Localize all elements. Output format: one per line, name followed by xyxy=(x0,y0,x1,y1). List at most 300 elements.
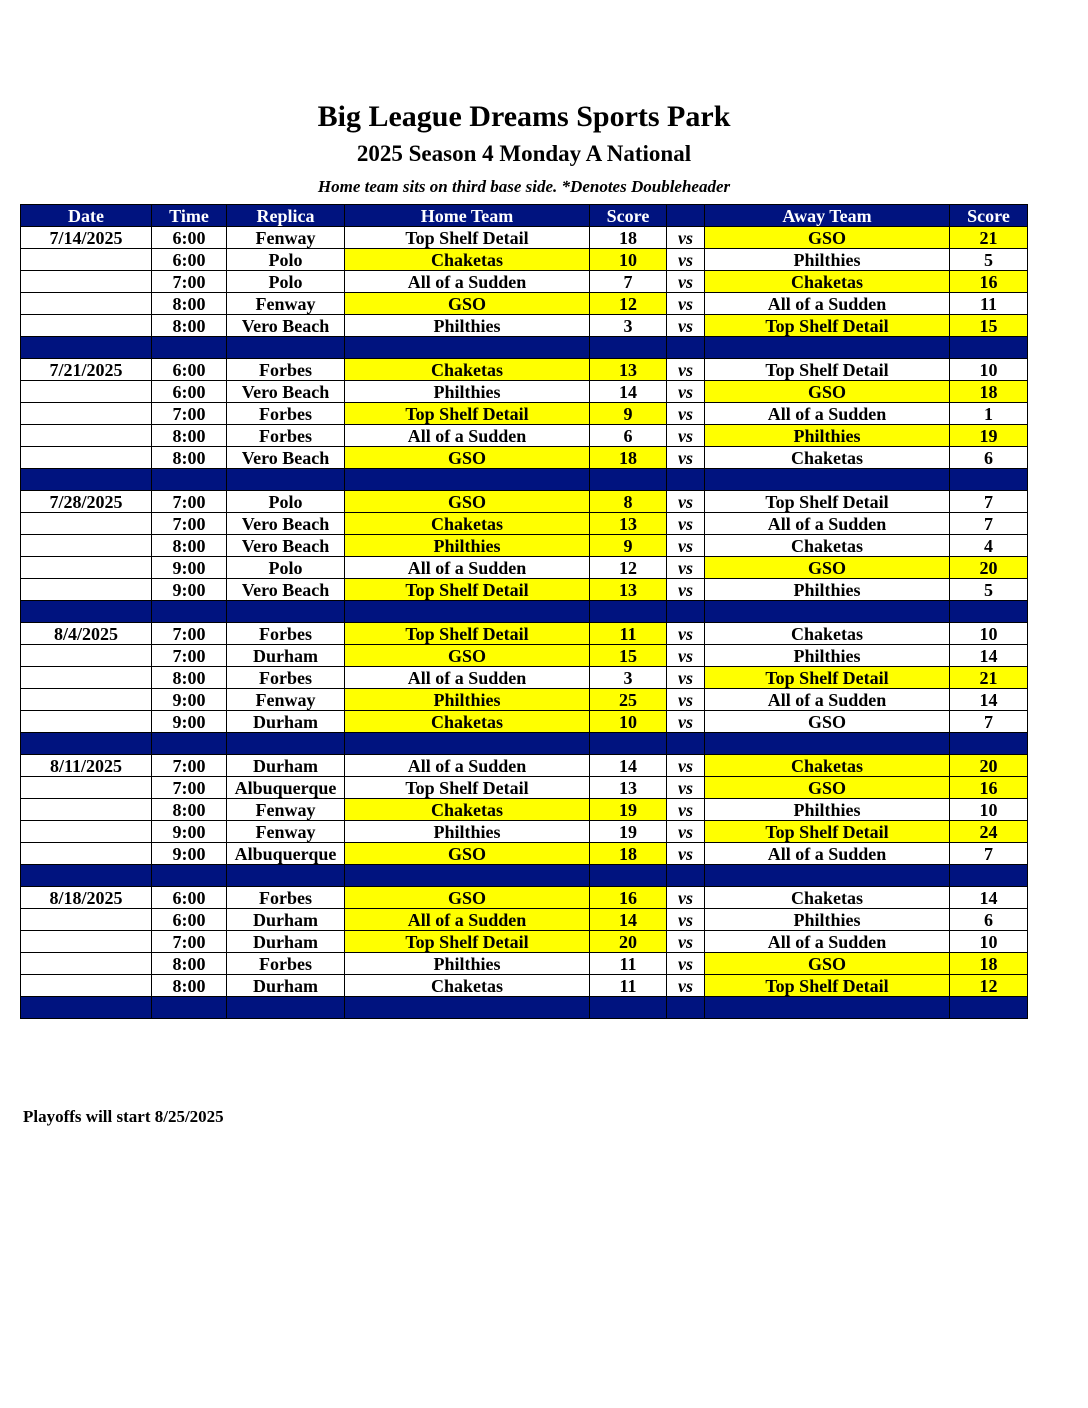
game-time: 6:00 xyxy=(152,249,227,271)
home-team: Philthies xyxy=(345,315,590,337)
game-time: 8:00 xyxy=(152,425,227,447)
separator-cell xyxy=(590,865,667,887)
vs-label: vs xyxy=(667,535,705,557)
game-date xyxy=(21,711,152,733)
separator-cell xyxy=(152,733,227,755)
game-row xyxy=(21,249,1028,271)
header-row xyxy=(21,205,1028,227)
game-date xyxy=(21,843,152,865)
game-time: 8:00 xyxy=(152,953,227,975)
separator-cell xyxy=(590,469,667,491)
away-score: 15 xyxy=(950,315,1028,337)
separator-cell xyxy=(705,601,950,623)
home-score: 7 xyxy=(590,271,667,293)
away-score: 14 xyxy=(950,645,1028,667)
game-date xyxy=(21,447,152,469)
away-score: 21 xyxy=(950,227,1028,249)
col-header-replica: Replica xyxy=(227,205,345,227)
week-separator-row xyxy=(21,733,1028,755)
home-score: 14 xyxy=(590,909,667,931)
separator-cell xyxy=(345,733,590,755)
game-time: 7:00 xyxy=(152,491,227,513)
game-date xyxy=(21,953,152,975)
game-date xyxy=(21,909,152,931)
game-time: 7:00 xyxy=(152,271,227,293)
home-team: Chaketas xyxy=(345,799,590,821)
away-team: GSO xyxy=(705,557,950,579)
game-row xyxy=(21,931,1028,953)
game-date xyxy=(21,315,152,337)
game-date xyxy=(21,645,152,667)
home-score: 15 xyxy=(590,645,667,667)
vs-label: vs xyxy=(667,909,705,931)
game-time: 9:00 xyxy=(152,711,227,733)
col-header-date: Date xyxy=(21,205,152,227)
home-score: 13 xyxy=(590,359,667,381)
game-time: 7:00 xyxy=(152,623,227,645)
away-team: Top Shelf Detail xyxy=(705,491,950,513)
col-header-away-score: Score xyxy=(950,205,1028,227)
home-team: GSO xyxy=(345,293,590,315)
game-replica: Fenway xyxy=(227,293,345,315)
game-replica: Polo xyxy=(227,491,345,513)
game-time: 6:00 xyxy=(152,381,227,403)
game-row xyxy=(21,975,1028,997)
home-team: Philthies xyxy=(345,535,590,557)
game-time: 6:00 xyxy=(152,359,227,381)
game-replica: Durham xyxy=(227,909,345,931)
separator-cell xyxy=(667,865,705,887)
doubleheader-note: Home team sits on third base side. *Denotes Doubleheader xyxy=(317,177,731,196)
game-row xyxy=(21,755,1028,777)
away-team: All of a Sudden xyxy=(705,293,950,315)
game-replica: Polo xyxy=(227,557,345,579)
page-title: Big League Dreams Sports Park xyxy=(317,100,731,133)
away-score: 11 xyxy=(950,293,1028,315)
separator-cell xyxy=(345,601,590,623)
away-team: GSO xyxy=(705,381,950,403)
game-date xyxy=(21,667,152,689)
away-score: 16 xyxy=(950,271,1028,293)
away-team: Philthies xyxy=(705,799,950,821)
home-score: 10 xyxy=(590,249,667,271)
away-team: Top Shelf Detail xyxy=(705,821,950,843)
game-date xyxy=(21,579,152,601)
away-team: GSO xyxy=(705,777,950,799)
game-row xyxy=(21,821,1028,843)
home-score: 11 xyxy=(590,623,667,645)
away-score: 12 xyxy=(950,975,1028,997)
away-team: All of a Sudden xyxy=(705,403,950,425)
week-separator-row xyxy=(21,337,1028,359)
separator-cell xyxy=(227,337,345,359)
game-row xyxy=(21,711,1028,733)
vs-label: vs xyxy=(667,227,705,249)
separator-cell xyxy=(705,733,950,755)
vs-label: vs xyxy=(667,359,705,381)
home-team: All of a Sudden xyxy=(345,909,590,931)
vs-label: vs xyxy=(667,403,705,425)
away-team: All of a Sudden xyxy=(705,513,950,535)
separator-cell xyxy=(345,865,590,887)
game-time: 7:00 xyxy=(152,931,227,953)
separator-cell xyxy=(705,337,950,359)
game-date: 8/4/2025 xyxy=(21,623,152,645)
separator-cell xyxy=(345,469,590,491)
game-date xyxy=(21,931,152,953)
game-replica: Vero Beach xyxy=(227,315,345,337)
vs-label: vs xyxy=(667,249,705,271)
game-date xyxy=(21,777,152,799)
away-score: 20 xyxy=(950,557,1028,579)
home-team: Top Shelf Detail xyxy=(345,777,590,799)
away-team: Chaketas xyxy=(705,271,950,293)
game-replica: Durham xyxy=(227,755,345,777)
game-replica: Forbes xyxy=(227,425,345,447)
game-replica: Durham xyxy=(227,931,345,953)
away-score: 7 xyxy=(950,513,1028,535)
separator-cell xyxy=(590,733,667,755)
home-team: All of a Sudden xyxy=(345,755,590,777)
game-date xyxy=(21,821,152,843)
away-team: All of a Sudden xyxy=(705,843,950,865)
vs-label: vs xyxy=(667,579,705,601)
game-date xyxy=(21,271,152,293)
separator-cell xyxy=(152,997,227,1019)
game-row xyxy=(21,271,1028,293)
separator-cell xyxy=(227,601,345,623)
away-score: 7 xyxy=(950,711,1028,733)
vs-label: vs xyxy=(667,513,705,535)
away-team: Philthies xyxy=(705,909,950,931)
away-score: 14 xyxy=(950,887,1028,909)
game-row xyxy=(21,293,1028,315)
away-score: 20 xyxy=(950,755,1028,777)
home-score: 12 xyxy=(590,293,667,315)
game-time: 7:00 xyxy=(152,513,227,535)
game-replica: Albuquerque xyxy=(227,843,345,865)
game-replica: Forbes xyxy=(227,359,345,381)
game-date: 7/21/2025 xyxy=(21,359,152,381)
col-header-vs xyxy=(667,205,705,227)
col-header-home-team: Home Team xyxy=(345,205,590,227)
game-row xyxy=(21,513,1028,535)
home-score: 10 xyxy=(590,711,667,733)
separator-cell xyxy=(667,997,705,1019)
separator-cell xyxy=(152,601,227,623)
home-team: All of a Sudden xyxy=(345,425,590,447)
game-row xyxy=(21,777,1028,799)
separator-cell xyxy=(950,733,1028,755)
game-time: 8:00 xyxy=(152,975,227,997)
game-row xyxy=(21,315,1028,337)
game-time: 7:00 xyxy=(152,777,227,799)
game-row xyxy=(21,645,1028,667)
game-row xyxy=(21,887,1028,909)
game-time: 8:00 xyxy=(152,667,227,689)
away-score: 4 xyxy=(950,535,1028,557)
game-replica: Forbes xyxy=(227,953,345,975)
game-time: 9:00 xyxy=(152,843,227,865)
game-time: 6:00 xyxy=(152,227,227,249)
game-time: 8:00 xyxy=(152,293,227,315)
away-score: 7 xyxy=(950,843,1028,865)
game-replica: Forbes xyxy=(227,667,345,689)
separator-cell xyxy=(667,601,705,623)
week-separator-row xyxy=(21,865,1028,887)
home-score: 8 xyxy=(590,491,667,513)
game-row xyxy=(21,425,1028,447)
game-row xyxy=(21,359,1028,381)
game-time: 8:00 xyxy=(152,447,227,469)
separator-cell xyxy=(21,733,152,755)
game-date xyxy=(21,293,152,315)
separator-cell xyxy=(227,733,345,755)
home-score: 13 xyxy=(590,513,667,535)
home-team: Philthies xyxy=(345,381,590,403)
game-time: 7:00 xyxy=(152,645,227,667)
game-replica: Forbes xyxy=(227,887,345,909)
game-time: 9:00 xyxy=(152,557,227,579)
home-team: Philthies xyxy=(345,689,590,711)
home-score: 14 xyxy=(590,755,667,777)
game-time: 9:00 xyxy=(152,821,227,843)
home-score: 3 xyxy=(590,315,667,337)
separator-cell xyxy=(667,469,705,491)
game-row xyxy=(21,843,1028,865)
vs-label: vs xyxy=(667,645,705,667)
vs-label: vs xyxy=(667,975,705,997)
separator-cell xyxy=(950,601,1028,623)
away-team: Chaketas xyxy=(705,755,950,777)
away-team: GSO xyxy=(705,711,950,733)
home-score: 11 xyxy=(590,975,667,997)
separator-cell xyxy=(590,997,667,1019)
home-score: 13 xyxy=(590,777,667,799)
away-score: 6 xyxy=(950,447,1028,469)
separator-cell xyxy=(21,601,152,623)
separator-cell xyxy=(590,337,667,359)
separator-cell xyxy=(227,997,345,1019)
home-team: GSO xyxy=(345,645,590,667)
away-team: Top Shelf Detail xyxy=(705,315,950,337)
separator-cell xyxy=(21,865,152,887)
game-row xyxy=(21,557,1028,579)
vs-label: vs xyxy=(667,931,705,953)
game-date xyxy=(21,425,152,447)
separator-cell xyxy=(667,337,705,359)
home-score: 16 xyxy=(590,887,667,909)
away-team: Philthies xyxy=(705,425,950,447)
separator-cell xyxy=(227,469,345,491)
away-team: Chaketas xyxy=(705,623,950,645)
home-score: 11 xyxy=(590,953,667,975)
game-row xyxy=(21,447,1028,469)
away-score: 10 xyxy=(950,799,1028,821)
game-replica: Forbes xyxy=(227,623,345,645)
vs-label: vs xyxy=(667,623,705,645)
game-time: 8:00 xyxy=(152,799,227,821)
away-team: GSO xyxy=(705,953,950,975)
home-score: 3 xyxy=(590,667,667,689)
game-date: 8/18/2025 xyxy=(21,887,152,909)
vs-label: vs xyxy=(667,425,705,447)
separator-cell xyxy=(705,865,950,887)
vs-label: vs xyxy=(667,843,705,865)
schedule-body xyxy=(21,227,1028,1019)
separator-cell xyxy=(152,865,227,887)
game-row xyxy=(21,403,1028,425)
home-score: 25 xyxy=(590,689,667,711)
vs-label: vs xyxy=(667,799,705,821)
home-team: GSO xyxy=(345,447,590,469)
home-team: Philthies xyxy=(345,821,590,843)
away-team: Chaketas xyxy=(705,447,950,469)
separator-cell xyxy=(227,865,345,887)
away-score: 1 xyxy=(950,403,1028,425)
home-team: GSO xyxy=(345,843,590,865)
page-subtitle: 2025 Season 4 Monday A National xyxy=(356,141,692,166)
home-score: 9 xyxy=(590,403,667,425)
home-team: Chaketas xyxy=(345,513,590,535)
game-row xyxy=(21,491,1028,513)
game-replica: Fenway xyxy=(227,227,345,249)
game-row xyxy=(21,799,1028,821)
home-score: 19 xyxy=(590,799,667,821)
game-replica: Durham xyxy=(227,975,345,997)
game-date: 7/28/2025 xyxy=(21,491,152,513)
vs-label: vs xyxy=(667,315,705,337)
home-score: 14 xyxy=(590,381,667,403)
game-replica: Albuquerque xyxy=(227,777,345,799)
game-row xyxy=(21,909,1028,931)
home-team: All of a Sudden xyxy=(345,271,590,293)
separator-cell xyxy=(950,337,1028,359)
game-replica: Fenway xyxy=(227,821,345,843)
game-date: 8/11/2025 xyxy=(21,755,152,777)
home-team: Chaketas xyxy=(345,711,590,733)
away-team: Chaketas xyxy=(705,535,950,557)
separator-cell xyxy=(950,469,1028,491)
home-team: All of a Sudden xyxy=(345,557,590,579)
game-replica: Vero Beach xyxy=(227,535,345,557)
vs-label: vs xyxy=(667,777,705,799)
col-header-away-team: Away Team xyxy=(705,205,950,227)
away-score: 10 xyxy=(950,359,1028,381)
game-date xyxy=(21,975,152,997)
vs-label: vs xyxy=(667,887,705,909)
game-replica: Polo xyxy=(227,249,345,271)
away-score: 21 xyxy=(950,667,1028,689)
game-date xyxy=(21,249,152,271)
col-header-time: Time xyxy=(152,205,227,227)
game-replica: Polo xyxy=(227,271,345,293)
game-row xyxy=(21,953,1028,975)
separator-cell xyxy=(152,469,227,491)
away-team: Top Shelf Detail xyxy=(705,667,950,689)
game-date: 7/14/2025 xyxy=(21,227,152,249)
game-row xyxy=(21,227,1028,249)
home-team: Chaketas xyxy=(345,359,590,381)
separator-cell xyxy=(345,337,590,359)
game-date xyxy=(21,557,152,579)
game-replica: Durham xyxy=(227,711,345,733)
home-team: GSO xyxy=(345,491,590,513)
game-replica: Forbes xyxy=(227,403,345,425)
game-date xyxy=(21,689,152,711)
home-score: 20 xyxy=(590,931,667,953)
away-team: Top Shelf Detail xyxy=(705,359,950,381)
vs-label: vs xyxy=(667,711,705,733)
game-row xyxy=(21,689,1028,711)
vs-label: vs xyxy=(667,755,705,777)
home-score: 9 xyxy=(590,535,667,557)
away-score: 10 xyxy=(950,623,1028,645)
home-score: 18 xyxy=(590,447,667,469)
vs-label: vs xyxy=(667,293,705,315)
game-time: 6:00 xyxy=(152,887,227,909)
vs-label: vs xyxy=(667,491,705,513)
away-team: Philthies xyxy=(705,579,950,601)
separator-cell xyxy=(21,469,152,491)
game-date xyxy=(21,799,152,821)
vs-label: vs xyxy=(667,689,705,711)
vs-label: vs xyxy=(667,381,705,403)
away-score: 24 xyxy=(950,821,1028,843)
week-separator-row xyxy=(21,469,1028,491)
away-score: 5 xyxy=(950,249,1028,271)
vs-label: vs xyxy=(667,447,705,469)
home-team: All of a Sudden xyxy=(345,667,590,689)
away-team: All of a Sudden xyxy=(705,931,950,953)
away-score: 16 xyxy=(950,777,1028,799)
vs-label: vs xyxy=(667,667,705,689)
separator-cell xyxy=(950,865,1028,887)
away-score: 6 xyxy=(950,909,1028,931)
away-team: Philthies xyxy=(705,645,950,667)
vs-label: vs xyxy=(667,821,705,843)
home-team: Top Shelf Detail xyxy=(345,623,590,645)
home-score: 18 xyxy=(590,843,667,865)
game-date xyxy=(21,381,152,403)
game-replica: Durham xyxy=(227,645,345,667)
game-time: 7:00 xyxy=(152,403,227,425)
game-replica: Fenway xyxy=(227,689,345,711)
game-row xyxy=(21,381,1028,403)
game-row xyxy=(21,667,1028,689)
col-header-home-score: Score xyxy=(590,205,667,227)
game-date xyxy=(21,535,152,557)
vs-label: vs xyxy=(667,953,705,975)
home-team: Chaketas xyxy=(345,249,590,271)
vs-label: vs xyxy=(667,557,705,579)
game-replica: Vero Beach xyxy=(227,381,345,403)
game-row xyxy=(21,535,1028,557)
home-team: Top Shelf Detail xyxy=(345,403,590,425)
away-team: Philthies xyxy=(705,249,950,271)
home-score: 12 xyxy=(590,557,667,579)
game-time: 7:00 xyxy=(152,755,227,777)
game-time: 9:00 xyxy=(152,689,227,711)
home-score: 18 xyxy=(590,227,667,249)
away-score: 19 xyxy=(950,425,1028,447)
week-separator-row xyxy=(21,601,1028,623)
game-time: 9:00 xyxy=(152,579,227,601)
home-score: 6 xyxy=(590,425,667,447)
separator-cell xyxy=(152,337,227,359)
game-replica: Vero Beach xyxy=(227,447,345,469)
away-team: Chaketas xyxy=(705,887,950,909)
